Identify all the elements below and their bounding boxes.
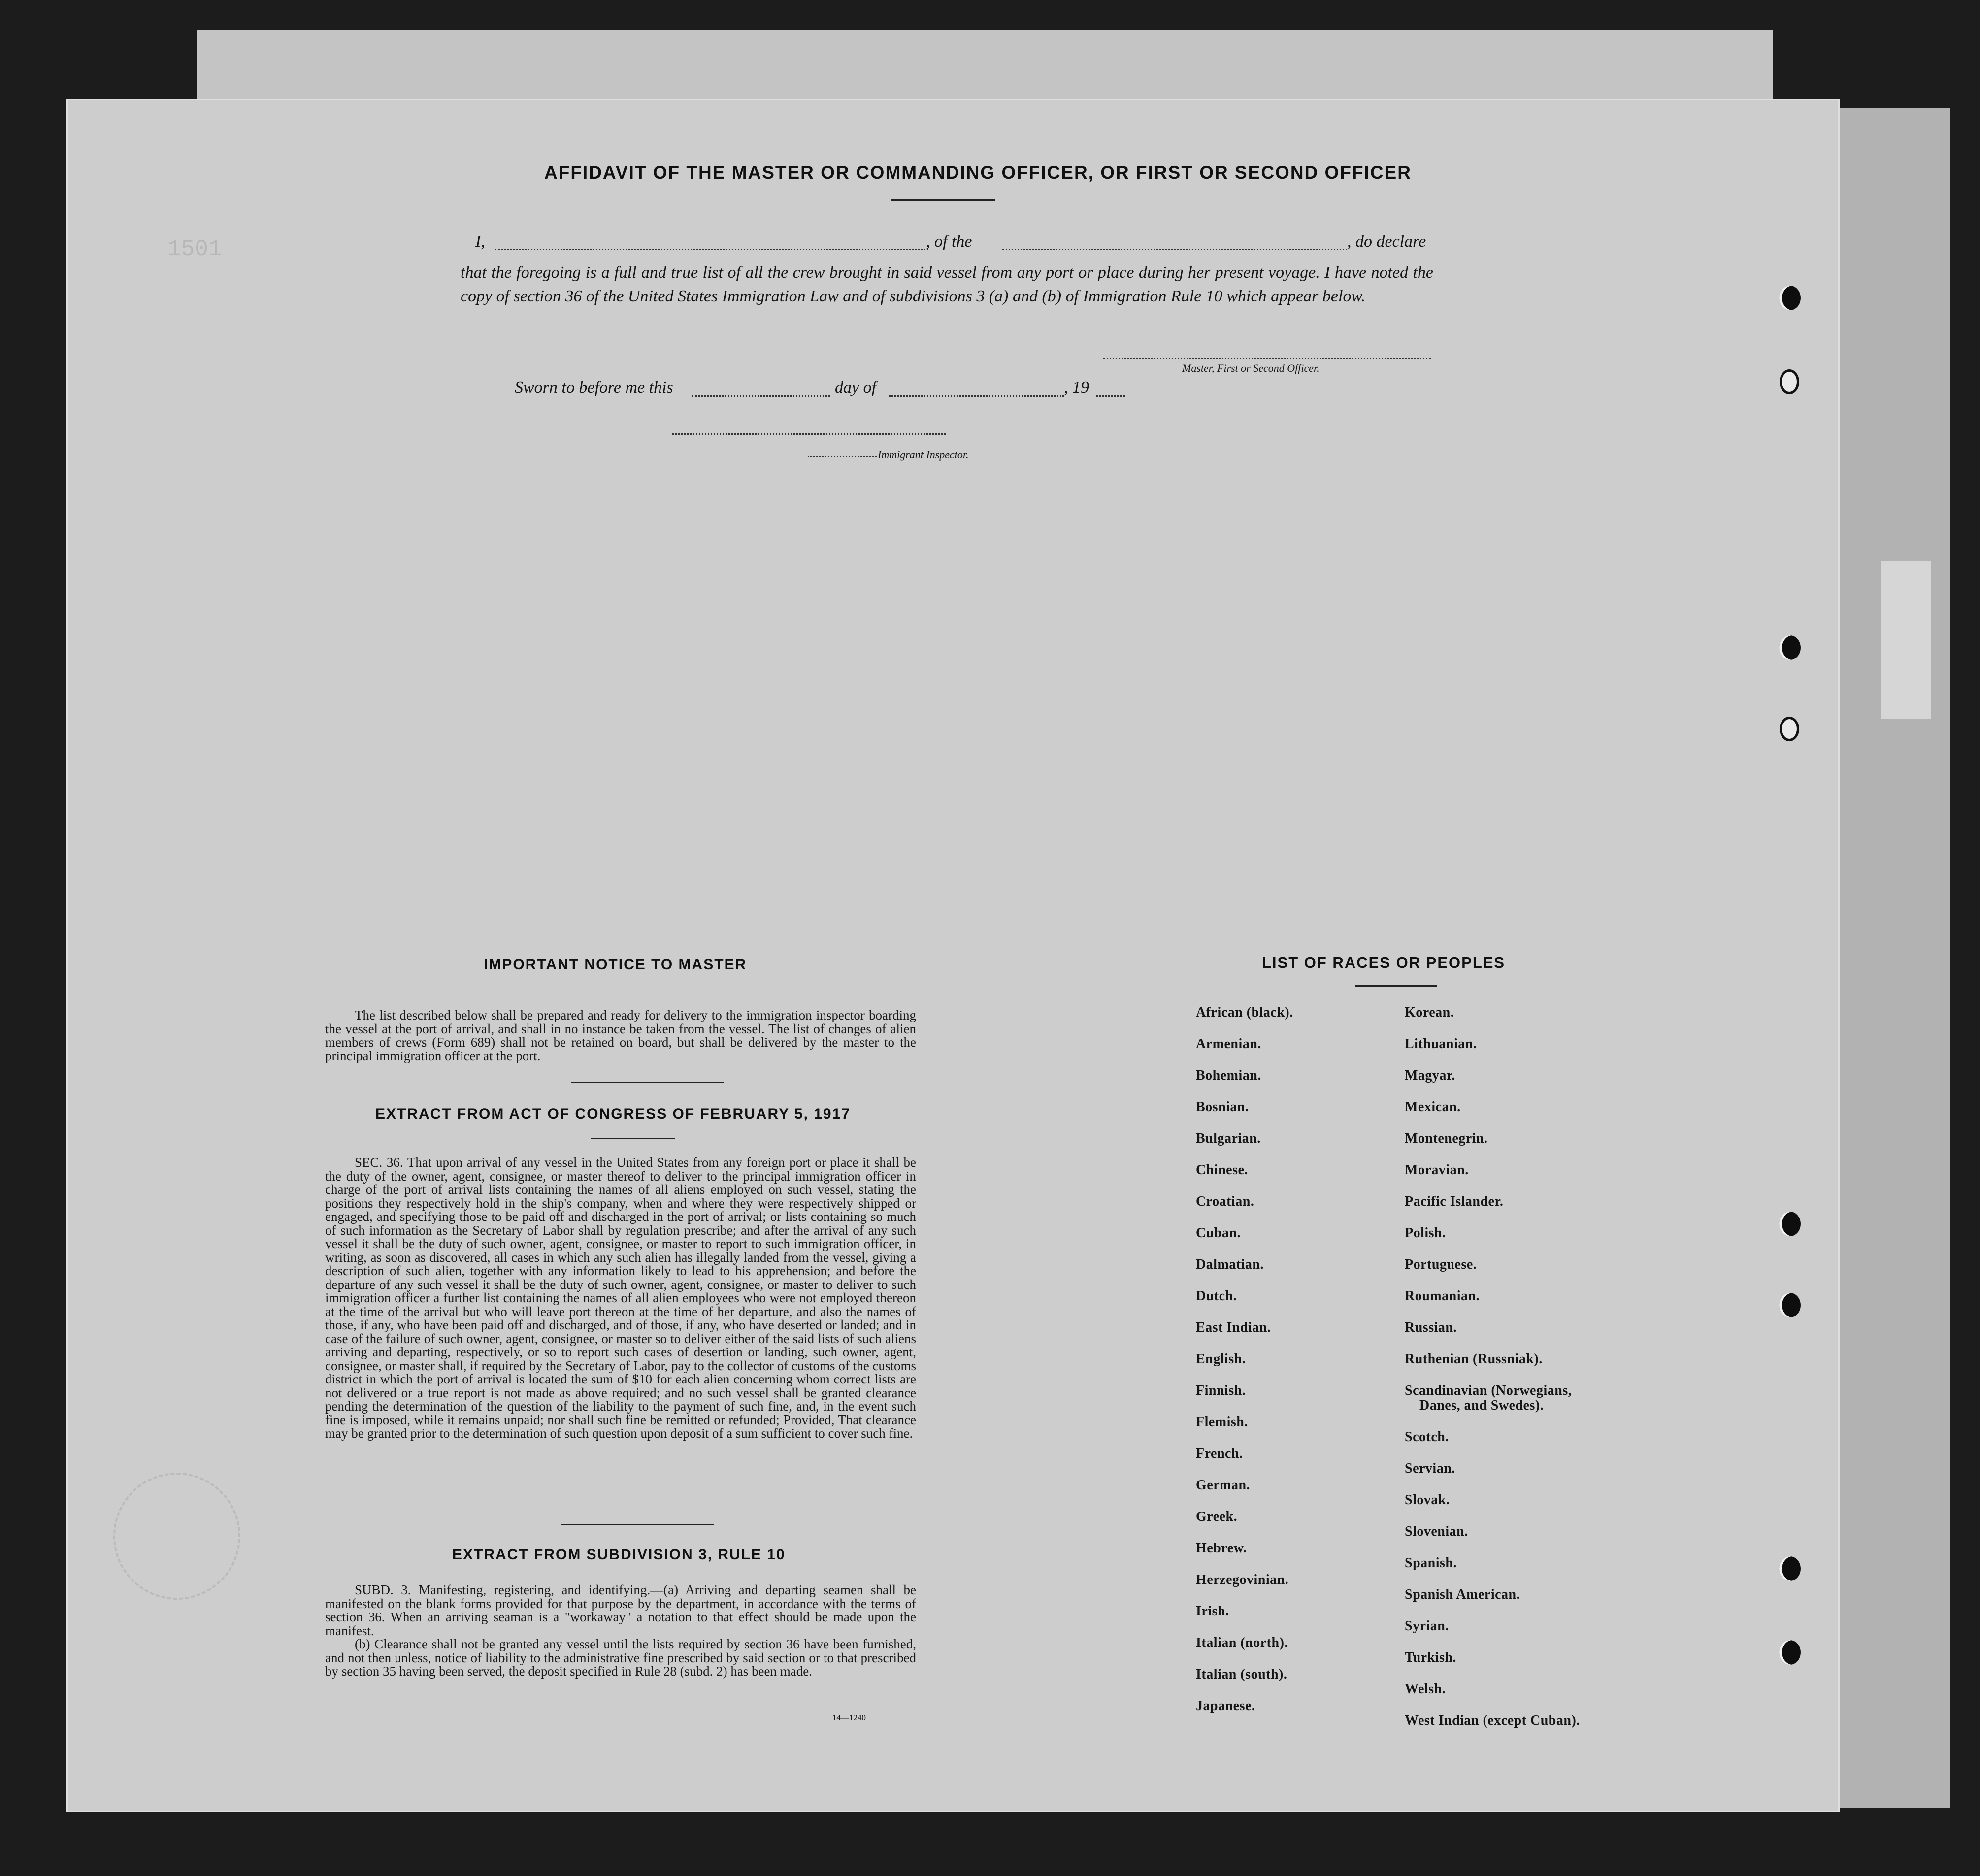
affidavit-of-the: , of the bbox=[926, 232, 972, 251]
race-item: French. bbox=[1196, 1446, 1243, 1461]
race-item: Ruthenian (Russniak). bbox=[1405, 1351, 1543, 1367]
name-blank bbox=[495, 249, 928, 250]
sworn-prefix: Sworn to before me this bbox=[515, 378, 673, 396]
vessel-blank bbox=[1002, 249, 1347, 250]
race-item: African (black). bbox=[1196, 1005, 1293, 1020]
race-item: Pacific Islander. bbox=[1405, 1194, 1504, 1209]
races-rule bbox=[1355, 985, 1437, 987]
act-title: EXTRACT FROM ACT OF CONGRESS OF FEBRUARY 5, 1917 bbox=[375, 1106, 851, 1122]
race-item: Montenegrin. bbox=[1405, 1131, 1488, 1146]
act-text: SEC. 36. That upon arrival of any vessel in the United States from any foreign port or place it shall be the duty of the owner, agent, consignee, or master thereof to deliver to the principal immigration officer in charge of the port of arrival lists containing the names of all aliens employed on such vessel, stating the positions they respectively hold in the ship's company, when and where they were respectively shipped or engaged, and specifying those to be paid off and discharged in the port of arrival; or lists containing so much of such information as the Secretary of Labor shall by regulation prescribe; and after the arrival of any such vessel it shall be the duty of such owner, agent, consignee, or master to report to such immigration officer, in writing, as soon as discovered, all cases in which any such alien has illegally landed from the vessel, giving a description of such alien, together with any information likely to lead to his apprehension; and before the departure of any such vessel it shall be the duty of such owner, agent, consignee, or master to deliver to such immigration officer a further list containing the names of all alien employees who were not employed thereon at the time of the arrival but who will leave port thereon at the time of her departure, and also the names of those, if any, who have been paid off and discharged, and of those, if any, who have deserted or landed; and in case of the failure of such owner, agent, consignee, or master so to deliver either of the said lists of such aliens arriving and departing, respectively, or so to report such cases of desertion or landing, such owner, agent, consignee, or master shall, if required by the Secretary of Labor, pay to the collector of customs of the customs district in which the port of arrival is located the sum of $10 for each alien concerning whom correct lists are not delivered or a true report is not made as above required; and no such vessel shall be granted clearance pending the determination of the question of the liability to the payment of such fine, and, in the event such fine is imposed, while it remains unpaid; nor shall such fine be remitted or refunded; Provided, That clearance may be granted prior to the determination of such question upon deposit of a sum sufficient to cover such fine. bbox=[325, 1155, 916, 1441]
sworn-month-blank bbox=[889, 395, 1064, 397]
race-item: East Indian. bbox=[1196, 1320, 1271, 1335]
race-item: Bohemian. bbox=[1196, 1068, 1261, 1083]
race-item: Chinese. bbox=[1196, 1162, 1248, 1178]
race-item: Servian. bbox=[1405, 1461, 1455, 1476]
affidavit-body: that the foregoing is a full and true list of all the crew brought in said vessel from any port or place during her present voyage. I have noted the copy of section 36 of the United States Immigration Law and of subdivisions 3 (a) and (b) of Immigration Rule 10 which appear below. bbox=[461, 263, 1433, 305]
race-item: West Indian (except Cuban). bbox=[1405, 1713, 1580, 1728]
sworn-day-of: day of bbox=[835, 378, 877, 396]
binder-hole-8 bbox=[1779, 1640, 1801, 1665]
race-item: Bosnian. bbox=[1196, 1099, 1249, 1115]
binder-hole-1 bbox=[1779, 286, 1801, 310]
rule-para-a: SUBD. 3. Manifesting, registering, and identifying.—(a) Arriving and departing seamen shall be manifested on the blank forms provided for that purpose by the department, in accordance with the terms of section 36. When an arriving seaman is a "workaway" a notation to that effect should be made upon the manifest. bbox=[325, 1582, 916, 1638]
document-sheet bbox=[66, 99, 1840, 1812]
inspector-label: Immigrant Inspector. bbox=[878, 448, 969, 461]
race-item: Polish. bbox=[1405, 1225, 1446, 1241]
race-item: Scandinavian (Norwegians, bbox=[1405, 1383, 1572, 1398]
race-item: Syrian. bbox=[1405, 1618, 1449, 1634]
race-item: Bulgarian. bbox=[1196, 1131, 1261, 1146]
form-number: 14—1240 bbox=[832, 1713, 866, 1722]
binder-hole-3 bbox=[1779, 635, 1801, 660]
affidavit-do-declare: , do declare bbox=[1347, 232, 1426, 251]
affidavit-title: AFFIDAVIT OF THE MASTER OR COMMANDING OFFICER, OR FIRST OR SECOND OFFICER bbox=[544, 163, 1412, 183]
inspector-line bbox=[672, 433, 946, 435]
race-item: Finnish. bbox=[1196, 1383, 1246, 1398]
race-item: Moravian. bbox=[1405, 1162, 1469, 1178]
race-item: Dutch. bbox=[1196, 1288, 1237, 1304]
race-item: Irish. bbox=[1196, 1604, 1229, 1619]
race-item: Spanish American. bbox=[1405, 1587, 1520, 1602]
binder-hole-7 bbox=[1779, 1556, 1801, 1581]
race-item: Croatian. bbox=[1196, 1194, 1254, 1209]
notice-body bbox=[325, 1009, 916, 1063]
race-item: Hebrew. bbox=[1196, 1541, 1247, 1556]
binder-hole-4 bbox=[1780, 717, 1799, 741]
notice-rule bbox=[571, 1082, 724, 1083]
underlying-sheet-right bbox=[1822, 108, 1950, 1808]
race-item: Flemish. bbox=[1196, 1415, 1248, 1430]
rule-body bbox=[325, 1583, 916, 1679]
sworn-year-blank bbox=[1096, 395, 1125, 397]
faded-stamp bbox=[113, 1473, 240, 1600]
notice-title: IMPORTANT NOTICE TO MASTER bbox=[484, 956, 747, 973]
race-item: Italian (north). bbox=[1196, 1635, 1288, 1650]
race-item: Korean. bbox=[1405, 1005, 1454, 1020]
race-item: Italian (south). bbox=[1196, 1667, 1287, 1682]
act-rule bbox=[591, 1138, 675, 1139]
binder-hole-5 bbox=[1779, 1212, 1801, 1236]
rule-para-b: (b) Clearance shall not be granted any vessel until the lists required by section 36 have been furnished, and not then unless, notice of liability to the administrative fine prescribed by said section or to that prescribed by section 35 having been served, the deposit specified in Rule 28 (subd. 2) has been made. bbox=[325, 1637, 916, 1679]
race-item: Magyar. bbox=[1405, 1068, 1455, 1083]
affidavit-title-rule bbox=[891, 199, 995, 201]
race-item: Slovenian. bbox=[1405, 1524, 1468, 1539]
binder-hole-6 bbox=[1779, 1293, 1801, 1317]
race-item: Cuban. bbox=[1196, 1225, 1241, 1241]
race-item: Japanese. bbox=[1196, 1698, 1255, 1713]
race-item: Scotch. bbox=[1405, 1429, 1449, 1445]
race-item: Spanish. bbox=[1405, 1555, 1457, 1571]
race-item: Welsh. bbox=[1405, 1681, 1446, 1697]
race-item: Turkish. bbox=[1405, 1650, 1456, 1665]
race-item: Armenian. bbox=[1196, 1036, 1261, 1052]
race-item: Lithuanian. bbox=[1405, 1036, 1477, 1052]
races-title: LIST OF RACES OR PEOPLES bbox=[1262, 954, 1506, 971]
race-item: Russian. bbox=[1405, 1320, 1457, 1335]
affidavit-i: I, bbox=[475, 232, 485, 251]
act-body bbox=[325, 1156, 916, 1441]
race-item: Slovak. bbox=[1405, 1492, 1450, 1508]
corner-mark: 1501 bbox=[167, 236, 222, 262]
signature-label: Master, First or Second Officer. bbox=[1182, 362, 1320, 374]
underlying-sheet-tab bbox=[1881, 561, 1931, 719]
sworn-year: , 19 bbox=[1064, 378, 1089, 396]
notice-text: The list described below shall be prepared and ready for delivery to the immigration inspector boarding the vessel at the port of arrival, and shall in no instance be taken from the vessel. The list of changes of alien members of crews (Form 689) shall not be retained on board, but shall be delivered by the master to the principal immigration officer at the port. bbox=[325, 1008, 916, 1063]
act-end-rule bbox=[561, 1524, 714, 1525]
race-item: Dalmatian. bbox=[1196, 1257, 1264, 1272]
race-item: English. bbox=[1196, 1351, 1246, 1367]
signature-line bbox=[1103, 358, 1431, 359]
race-item: Herzegovinian. bbox=[1196, 1572, 1289, 1587]
race-item: Roumanian. bbox=[1405, 1288, 1480, 1304]
race-item: Greek. bbox=[1196, 1509, 1238, 1524]
binder-hole-2 bbox=[1780, 369, 1799, 394]
race-item: Danes, and Swedes). bbox=[1419, 1398, 1544, 1413]
rule-title: EXTRACT FROM SUBDIVISION 3, RULE 10 bbox=[452, 1547, 786, 1563]
race-item: German. bbox=[1196, 1478, 1251, 1493]
sworn-day-blank bbox=[692, 395, 830, 397]
race-item: Portuguese. bbox=[1405, 1257, 1477, 1272]
inspector-line-short bbox=[808, 456, 877, 457]
race-item: Mexican. bbox=[1405, 1099, 1461, 1115]
